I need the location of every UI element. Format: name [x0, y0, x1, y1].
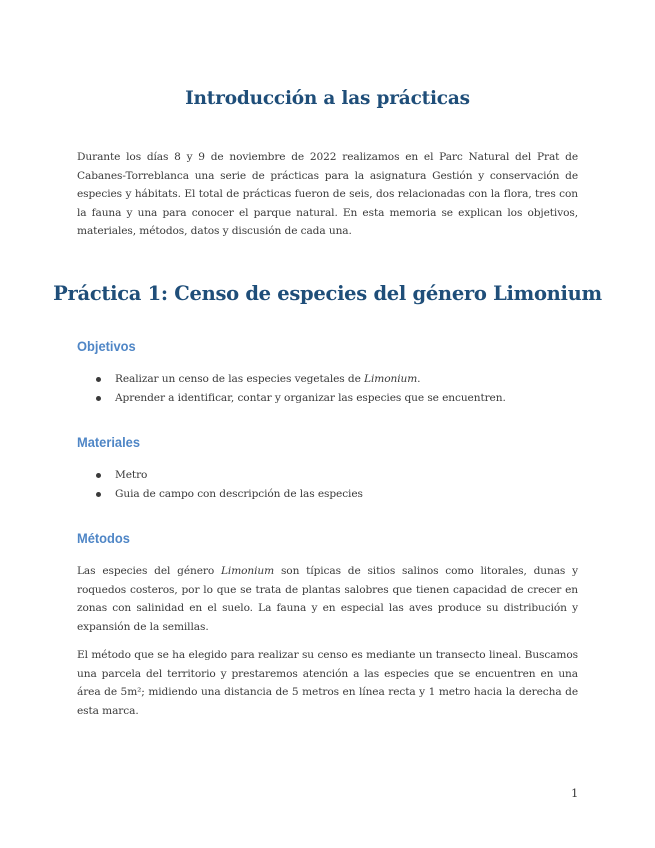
intro-title: Introducción a las prácticas — [185, 88, 470, 109]
list-item-text: Realizar un censo de las especies vegetales de — [115, 373, 365, 385]
intro-paragraph: Durante los días 8 y 9 de noviembre de 2022 realizamos en el Parc Natural del Prat de Cabanes-Torreblanca una serie de prácticas para la asignatura Gestión y conservación de especies y hábitats. El total de prácticas fueron de seis, dos relacionadas con la flora, tres con la fauna y una para conocer el parque natural. En esta memoria se explican los objetivos, materiales, métodos, datos y discusión de cada una. — [77, 151, 578, 238]
materiales-list — [96, 466, 363, 503]
list-item-text-end: . — [417, 373, 421, 385]
list-item: Guia de campo con descripción de las especies — [96, 485, 363, 504]
genus-name: Limonium — [220, 565, 275, 577]
paragraph-text: Las especies del género — [77, 565, 221, 577]
objetivos-list — [96, 370, 506, 407]
materiales-heading: Materiales — [77, 434, 141, 450]
practica-1-title: Práctica 1: Censo de especies del género Limonium — [53, 282, 602, 305]
objetivos-heading: Objetivos — [77, 338, 136, 354]
paragraph-text: son típicas de sitios salinos como litorales, dunas y roquedos costeros, por lo que se trata de plantas salobres que tienen capacidad de crecer en zonas con salinidad en el suelo. La fauna y en especial las aves produce su distribución y expansión de la semillas. — [77, 565, 578, 633]
genus-name: Limonium — [364, 373, 418, 385]
metodos-heading: Métodos — [77, 530, 130, 546]
page-number: 1 — [571, 786, 579, 800]
list-item: Metro — [96, 466, 363, 485]
list-item — [96, 370, 506, 389]
metodos-paragraph-1 — [77, 562, 578, 636]
metodos-paragraph-2: El método que se ha elegido para realizar su censo es mediante un transecto lineal. Buscamos una parcela del territorio y prestaremos atención a las especies que se encuentren en una área de 5m²; midiendo una distancia de 5 metros en línea recta y 1 metro hacia la derecha de esta marca. — [77, 649, 578, 717]
list-item: Aprender a identificar, contar y organizar las especies que se encuentren. — [96, 389, 506, 408]
